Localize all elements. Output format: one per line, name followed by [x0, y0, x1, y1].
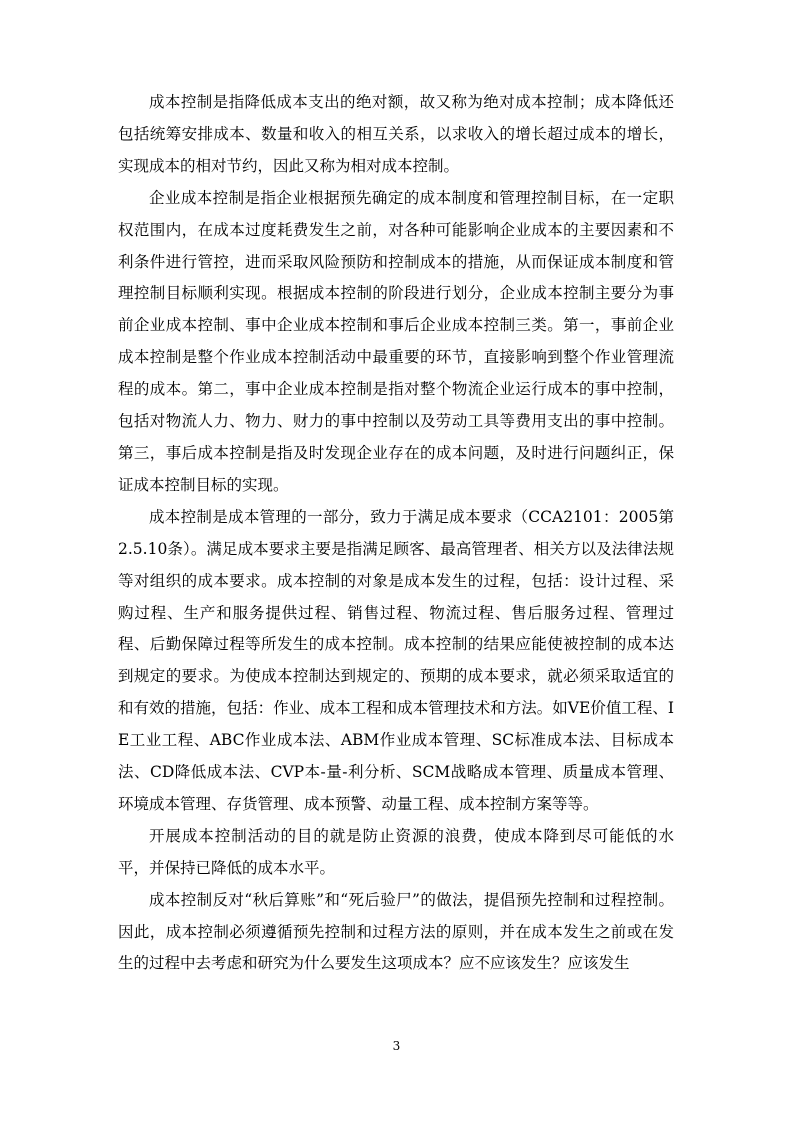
page-number: 3 — [392, 1039, 401, 1053]
paragraph-2: 企业成本控制是指企业根据预先确定的成本制度和管理控制目标，在一定职权范围内，在成本过度耗费发生之前，对各种可能影响企业成本的主要因素和不利条件进行管控，进而采取风险预防和控制成本的措施，从而保证成本制度和管理控制目标顺利实现。根据成本控制的阶段进行划分，企业成本控制主要分为事前企业成本控制、事中企业成本控制和事后企业成本控制三类。第一，事前企业成本控制是整个作业成本控制活动中最重要的环节，直接影响到整个作业管理流程的成本。第二，事中企业成本控制是指对整个物流企业运行成本的事中控制，包括对物流人力、物力、财力的事中控制以及劳动工具等费用支出的事中控制。第三，事后成本控制是指及时发现企业存在的成本问题，及时进行问题纠正，保证成本控制目标的实现。 — [118, 188, 674, 494]
paragraph-1: 成本控制是指降低成本支出的绝对额，故又称为绝对成本控制；成本降低还包括统筹安排成本、数量和收入的相互关系，以求收入的增长超过成本的增长，实现成本的相对节约，因此又称为相对成本控制。 — [118, 93, 674, 175]
paragraph-4: 开展成本控制活动的目的就是防止资源的浪费，使成本降到尽可能低的水平，并保持已降低的成本水平。 — [118, 826, 674, 877]
paragraph-5: 成本控制反对“秋后算账”和“死后验尸”的做法，提倡预先控制和过程控制。因此，成本控制必须遵循预先控制和过程方法的原则，并在成本发生之前或在发生的过程中去考虑和研究为什么要发生这项成本？应不应该发生？应该发生 — [118, 890, 674, 973]
document-body — [118, 87, 674, 980]
paragraph-3: 成本控制是成本管理的一部分，致力于满足成本要求（CCA2101：2005第2.5.10条）。满足成本要求主要是指满足顾客、最高管理者、相关方以及法律法规等对组织的成本要求。成本控制的对象是成本发生的过程，包括：设计过程、采购过程、生产和服务提供过程、销售过程、物流过程、售后服务过程、管理过程、后勤保障过程等所发生的成本控制。成本控制的结果应能使被控制的成本达到规定的要求。为使成本控制达到规定的、预期的成本要求，就必须采取适宜的和有效的措施，包括：作业、成本工程和成本管理技术和方法。如VE价值工程、IE工业工程、ABC作业成本法、ABM作业成本管理、SC标准成本法、目标成本法、CD降低成本法、CVP本-量-利分析、SCM战略成本管理、质量成本管理、环境成本管理、存货管理、成本预警、动量工程、成本控制方案等等。 — [118, 507, 674, 813]
